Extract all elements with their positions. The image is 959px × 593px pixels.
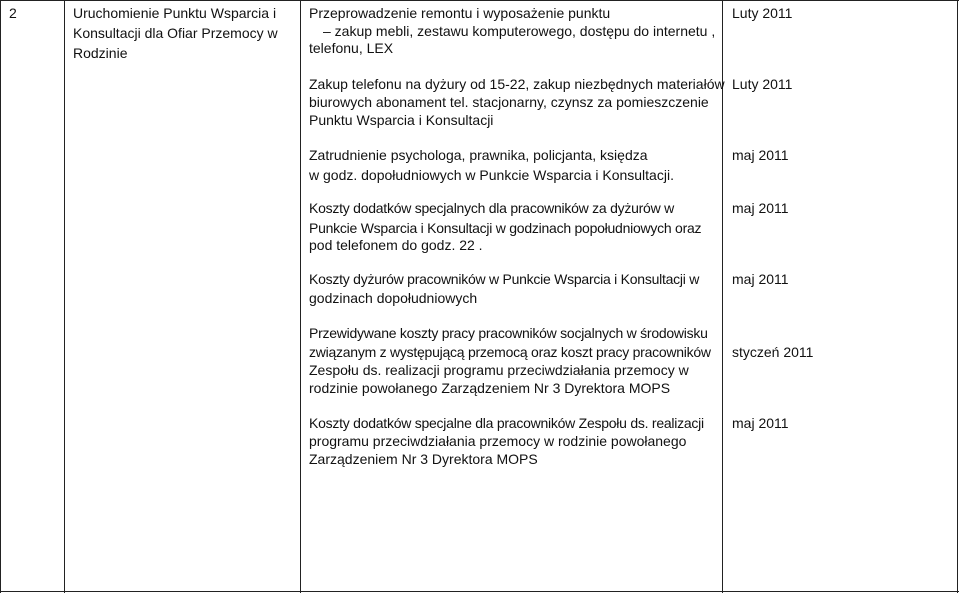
row-number: 2 (9, 5, 17, 21)
col-border-1 (64, 0, 65, 593)
activity-date: maj 2011 (732, 147, 789, 163)
activity-line: Przeprowadzenie remontu i wyposażenie punktu (309, 5, 611, 21)
activity-line: – zakup mebli, zestawu komputerowego, dostępu do internetu , (323, 23, 716, 39)
activity-date: Luty 2011 (732, 76, 793, 92)
activity-line: pod telefonem do godz. 22 . (309, 237, 483, 253)
activity-line: Zespołu ds. realizacji programu przeciwdziałania przemocy w (309, 362, 689, 378)
col-border-2 (300, 0, 301, 593)
activity-line: Punkcie Wsparcia i Konsultacji w godzinach popołudniowych oraz (309, 220, 702, 236)
activity-date: styczeń 2011 (732, 344, 814, 360)
activity-line: Punktu Wsparcia i Konsultacji (309, 112, 494, 128)
activity-line: w godz. dopołudniowych w Punkcie Wsparcia i Konsultacji. (309, 167, 674, 183)
activity-line: telefonu, LEX (309, 40, 394, 56)
activity-line: Zakup telefonu na dyżury od 15-22, zakup niezbędnych materiałów (309, 76, 725, 92)
activity-line: związanym z występującą przemocą oraz koszt pracy pracowników (309, 344, 711, 360)
activity-line: Zarządzeniem Nr 3 Dyrektora MOPS (309, 451, 538, 467)
task-line: Rodzinie (73, 45, 128, 61)
activity-line: Koszty dyżurów pracowników w Punkcie Wsparcia i Konsultacji w (309, 271, 700, 287)
activity-line: Przewidywane koszty pracy pracowników socjalnych w środowisku (309, 325, 708, 341)
activity-line: programu przeciwdziałania przemocy w rodzinie powołanego (309, 433, 687, 449)
activity-line: godzinach dopołudniowych (309, 290, 478, 306)
activity-date: Luty 2011 (732, 5, 793, 21)
activity-date: maj 2011 (732, 271, 789, 287)
activity-date: maj 2011 (732, 200, 789, 216)
table-top-border (0, 0, 959, 1)
activity-line: Zatrudnienie psychologa, prawnika, policjanta, księdza (309, 147, 648, 163)
col-border-right (957, 0, 958, 593)
activity-line: Koszty dodatków specjalne dla pracowników Zespołu ds. realizacji (309, 415, 704, 431)
table-bottom-border (0, 591, 959, 592)
task-line: Uruchomienie Punktu Wsparcia i (73, 5, 277, 21)
activity-line: rodzinie powołanego Zarządzeniem Nr 3 Dyrektora MOPS (309, 380, 671, 396)
activity-line: biurowych abonament tel. stacjonarny, czynsz za pomieszczenie (309, 94, 709, 110)
activity-date: maj 2011 (732, 415, 789, 431)
task-line: Konsultacji dla Ofiar Przemocy w (73, 25, 278, 41)
col-border-left (0, 0, 1, 593)
activity-line: Koszty dodatków specjalnych dla pracowników za dyżurów w (309, 200, 674, 216)
